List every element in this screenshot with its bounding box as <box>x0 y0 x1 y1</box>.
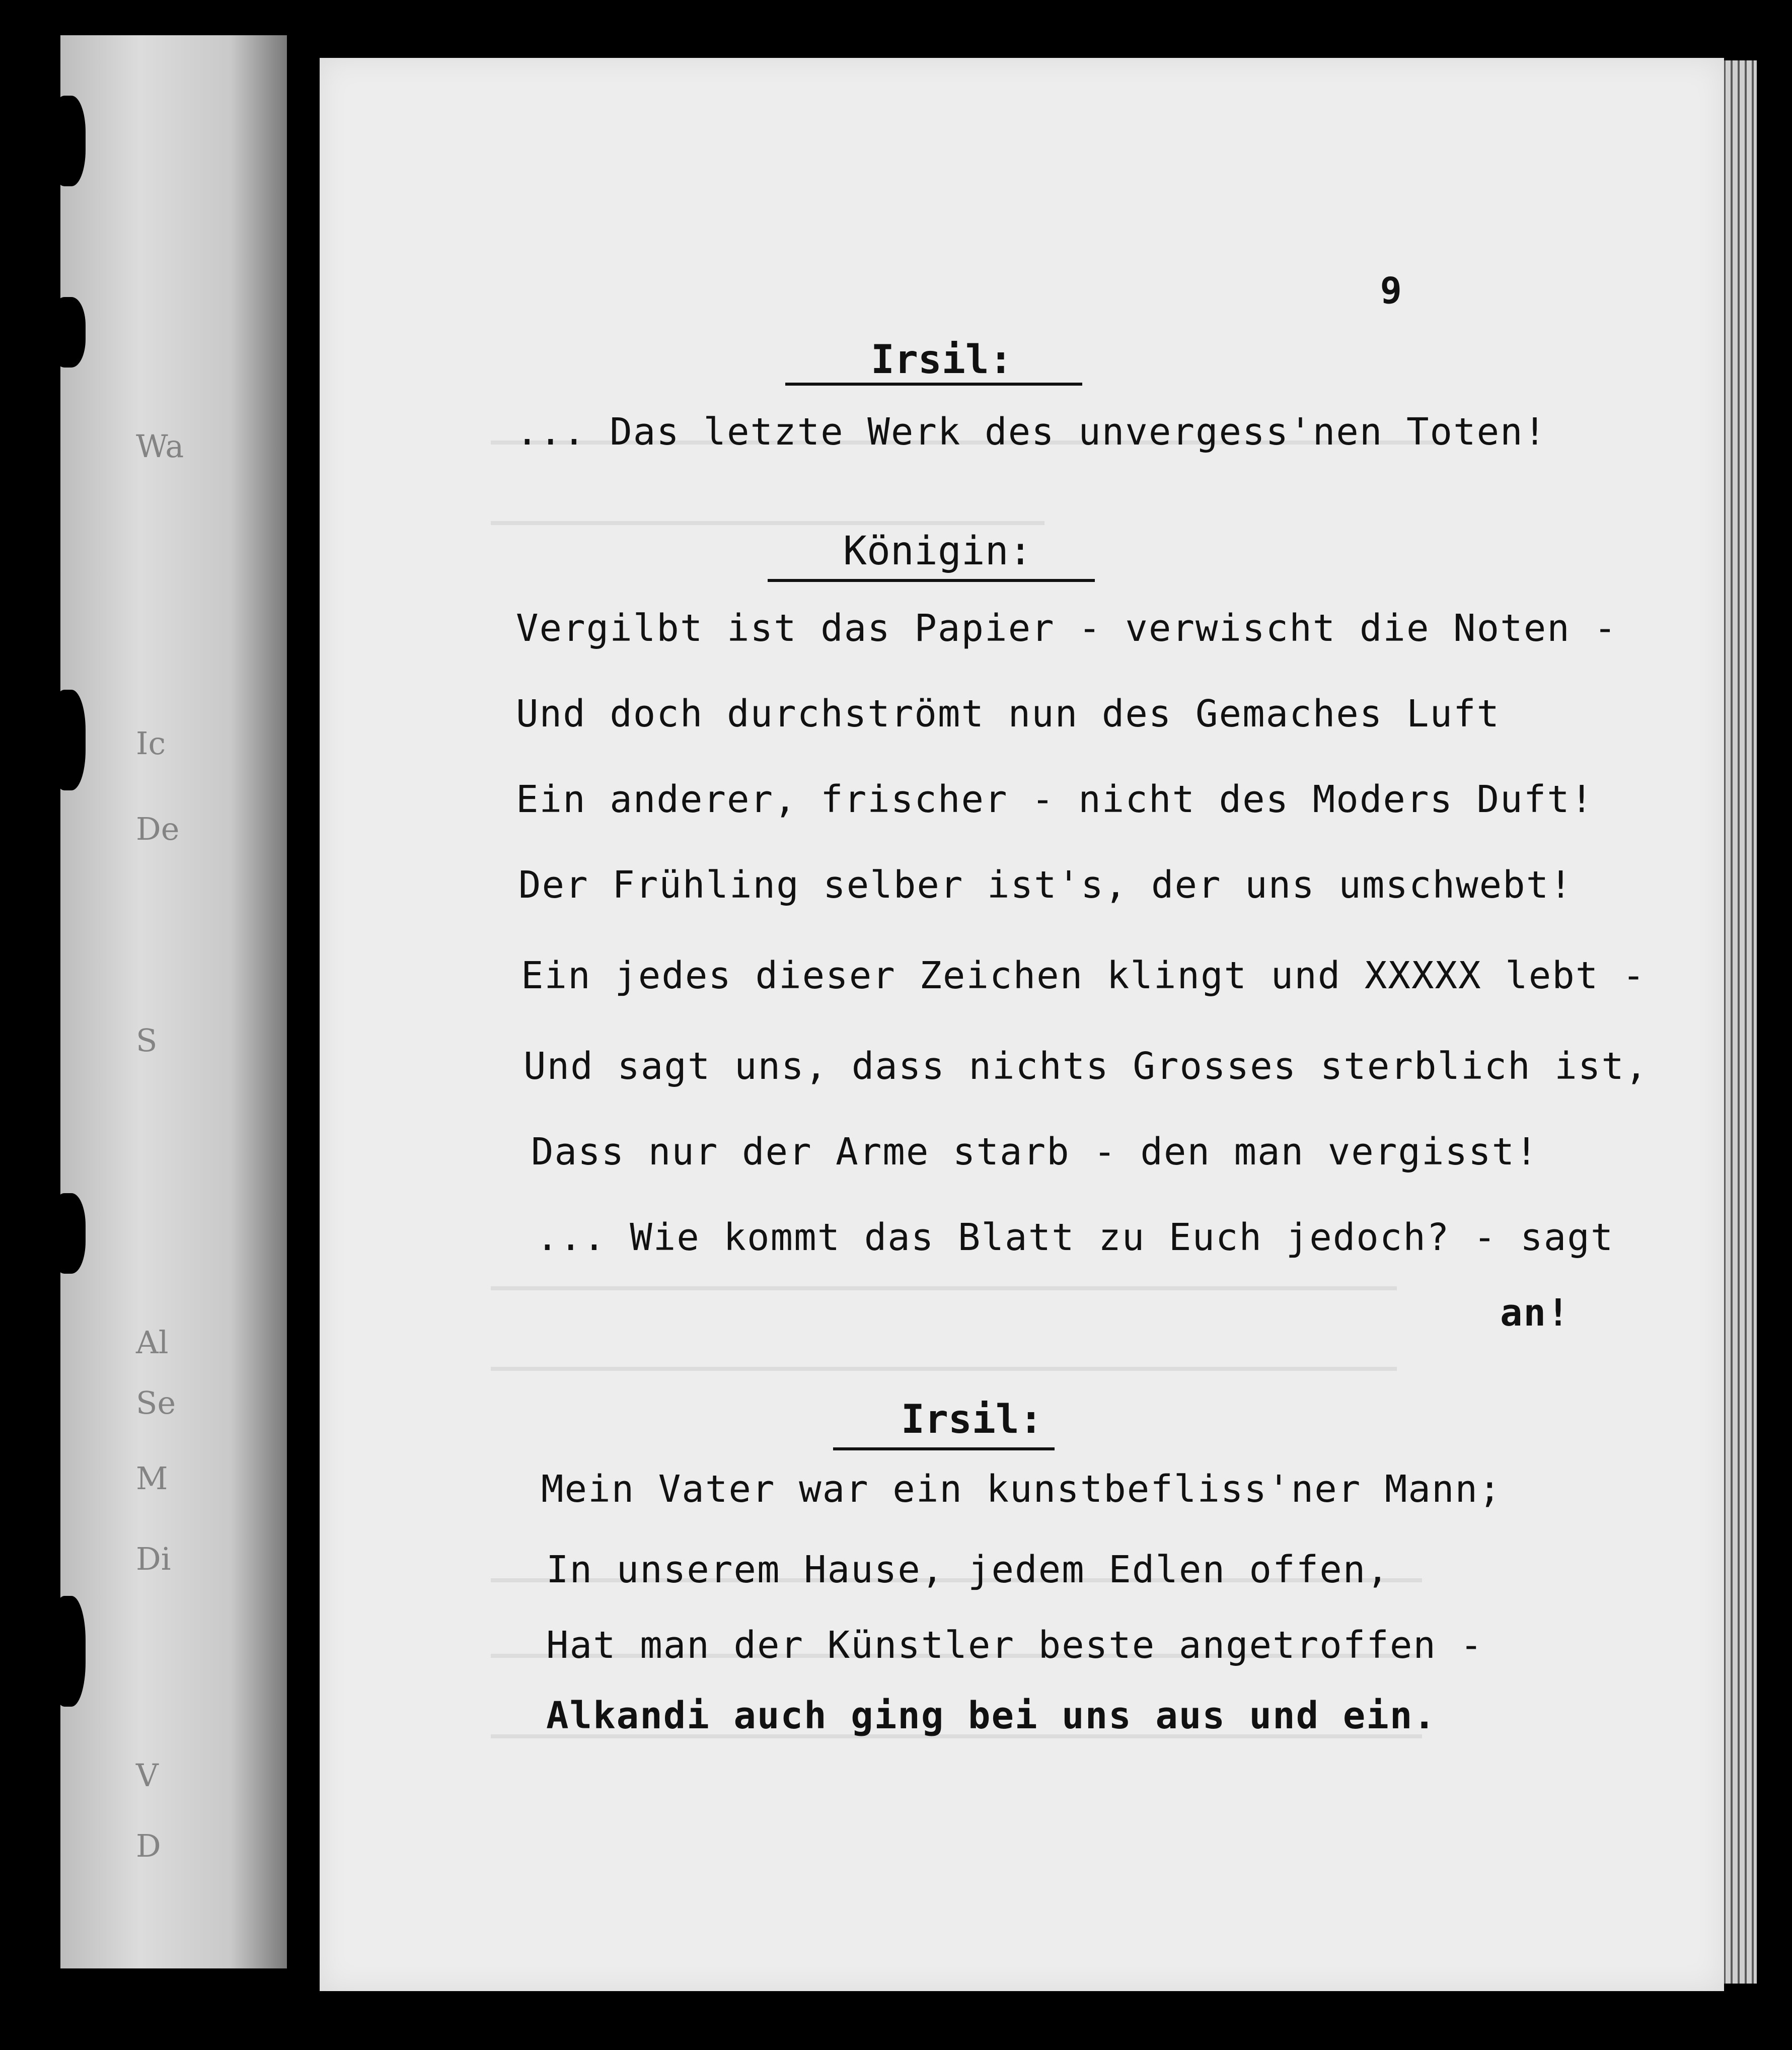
speaker-underline <box>785 383 1082 386</box>
speaker-name: Irsil: <box>871 337 1013 383</box>
verse-line: Ein jedes dieser Zeichen klingt und XXXXX lebt - <box>521 954 1646 997</box>
margin-fragment: M <box>136 1460 168 1497</box>
torn-edge <box>50 690 86 790</box>
verse-line: ... Wie kommt das Blatt zu Euch jedoch? - sagt <box>536 1216 1614 1259</box>
speaker-underline <box>833 1447 1055 1450</box>
speaker-name: Irsil: <box>901 1397 1043 1442</box>
torn-edge <box>50 297 86 368</box>
verse-line: In unserem Hause, jedem Edlen offen, <box>546 1548 1390 1591</box>
margin-fragment: Wa <box>136 428 184 465</box>
verse-line: Dass nur der Arme starb - den man vergisst! <box>531 1130 1539 1174</box>
margin-fragment: Di <box>136 1541 171 1577</box>
margin-fragment: Ic <box>136 725 166 762</box>
torn-edge <box>50 1193 86 1274</box>
torn-edge <box>50 1596 86 1707</box>
typescript-page <box>320 58 1724 1991</box>
torn-edge <box>50 96 86 186</box>
margin-fragment: Al <box>136 1324 169 1361</box>
verse-line: Vergilbt ist das Papier - verwischt die Noten - <box>516 607 1617 650</box>
verse-line: Alkandi auch ging bei uns aus und ein. <box>546 1694 1437 1737</box>
margin-fragment: De <box>136 811 180 847</box>
verse-line: Ein anderer, frischer - nicht des Moders Duft! <box>516 778 1594 821</box>
speaker-name: Königin: <box>843 529 1032 574</box>
verse-line: Der Frühling selber ist's, der uns umschwebt! <box>518 863 1573 907</box>
show-through <box>491 1286 1397 1290</box>
verse-line: Hat man der Künstler beste angetroffen - <box>546 1624 1484 1667</box>
verse-line: ... Das letzte Werk des unvergess'nen Toten! <box>516 410 1547 454</box>
show-through <box>491 521 1044 525</box>
page-number: 9 <box>1380 269 1402 312</box>
margin-fragment: D <box>136 1827 161 1864</box>
verse-line: Mein Vater war ein kunstbefliss'ner Mann; <box>541 1468 1502 1511</box>
verse-line: Und sagt uns, dass nichts Grosses sterblich ist, <box>524 1045 1649 1088</box>
margin-fragment: S <box>136 1022 158 1059</box>
speaker-underline <box>768 579 1095 582</box>
show-through <box>491 1367 1397 1371</box>
verse-line: an! <box>1500 1291 1571 1335</box>
verse-line: Und doch durchströmt nun des Gemaches Luft <box>516 692 1501 736</box>
margin-fragment: V <box>136 1757 159 1794</box>
margin-fragment: Se <box>136 1384 176 1421</box>
previous-page-edge <box>60 35 287 1968</box>
